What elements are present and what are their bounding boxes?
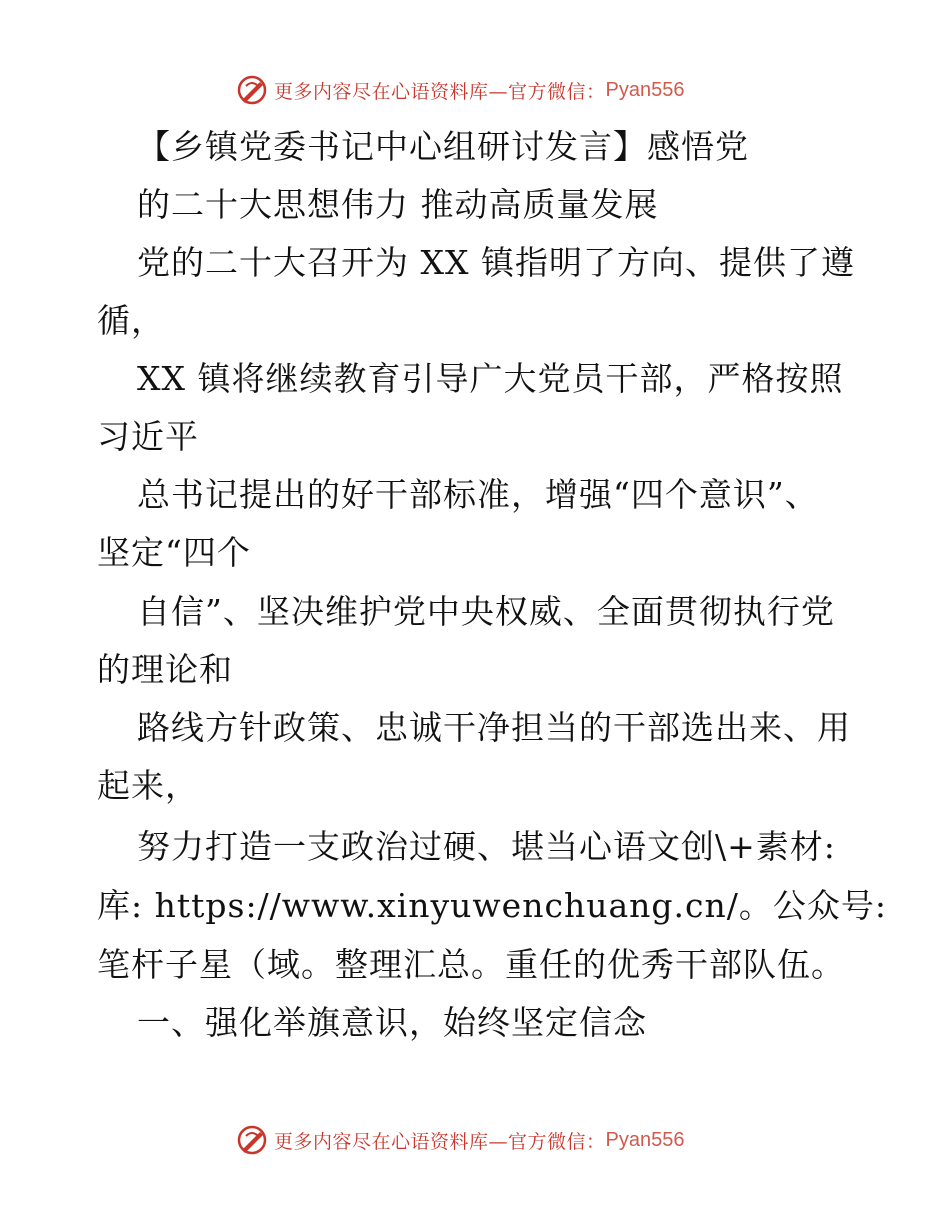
doc-text-line: 坚定“四个 bbox=[97, 533, 251, 572]
doc-text-line: 库: https://www.xinyuwenchuang.cn/。公众号: bbox=[97, 886, 887, 925]
watermark-text: 更多内容尽在心语资料库—官方微信： bbox=[274, 1130, 606, 1153]
doc-text-line: 自信”、坚决维护党中央权威、全面贯彻执行党 bbox=[137, 592, 835, 631]
doc-text-line: 的理论和 bbox=[97, 650, 233, 689]
doc-text-line: XX 镇将继续教育引导广大党员干部，严格按照 bbox=[137, 359, 844, 398]
doc-text-line: 循， bbox=[97, 301, 165, 340]
footer-watermark bbox=[236, 1122, 684, 1158]
doc-section-heading: 一、强化举旗意识，始终坚定信念 bbox=[137, 1003, 647, 1042]
doc-text-line: 努力打造一支政治过硬、堪当心语文创\+素材: bbox=[137, 827, 836, 866]
doc-title-line-2: 的二十大思想伟力 推动高质量发展 bbox=[137, 185, 659, 224]
quill-seal-icon bbox=[236, 74, 268, 106]
doc-text-line: 党的二十大召开为 XX 镇指明了方向、提供了遵 bbox=[137, 243, 855, 282]
doc-text-line: 路线方针政策、忠诚干净担当的干部选出来、用 bbox=[137, 708, 851, 747]
doc-text-line: 笔杆子星（域。整理汇总。重任的优秀干部队伍。 bbox=[97, 945, 845, 984]
watermark-wechat-id: Pyan556 bbox=[605, 78, 685, 101]
watermark-text: 更多内容尽在心语资料库—官方微信： bbox=[274, 80, 606, 103]
doc-text-line: 起来， bbox=[97, 766, 199, 805]
doc-title-line-1: 【乡镇党委书记中心组研讨发言】感悟党 bbox=[137, 127, 749, 166]
watermark-wechat-id: Pyan556 bbox=[605, 1128, 685, 1151]
doc-text-line: 总书记提出的好干部标准，增强“四个意识”、 bbox=[137, 475, 819, 514]
header-watermark bbox=[236, 72, 684, 108]
doc-text-line: 习近平 bbox=[97, 417, 199, 456]
quill-seal-icon bbox=[236, 1124, 268, 1156]
